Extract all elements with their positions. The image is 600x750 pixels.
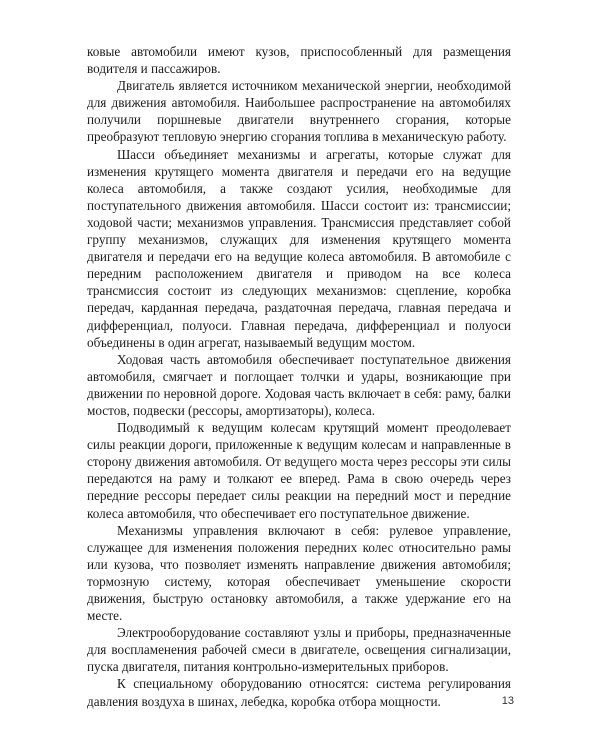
paragraph-control-mechanisms: Механизмы управления включают в себя: рулевое управление, служащее для изменения положения передних колес относительно рамы или кузова, что позволяет изменять направление движения автомобиля; тормозную систему, которая обеспечивает уменьшение скорости движения, быструю остановку автомобиля, а также удержание его на месте. <box>87 522 511 624</box>
body-text <box>87 43 511 710</box>
paragraph-chassis: Шасси объединяет механизмы и агрегаты, которые служат для изменения крутящего момента двигателя и передачи его на ведущие колеса автомобиля, а также создают усилия, необходимые для поступательного движения автомобиля. Шасси состоит из: трансмиссии; ходовой части; механизмов управления. Трансмиссия представляет собой группу механизмов, служащих для изменения крутящего момента двигателя и передачи его на ведущие колеса автомобиля. В автомобиле с передним расположением двигателя и приводом на все колеса трансмиссия состоит из следующих механизмов: сцепление, коробка передач, карданная передача, раздаточная передача, главная передача и дифференциал, полуоси. Главная передача, дифференциал и полуоси объединены в один агрегат, называемый ведущим мостом. <box>87 146 511 350</box>
paragraph-torque: Подводимый к ведущим колесам крутящий момент преодолевает силы реакции дороги, приложенные к ведущим колесам и направленные в сторону движения автомобиля. От ведущего моста через рессоры эти силы передаются на раму и толкают ее вперед. Рама в свою очередь через передние рессоры передает силы реакции на передний мост и передние колеса автомобиля, что обеспечивает его поступательное движение. <box>87 420 511 521</box>
paragraph-special-equipment: К специальному оборудованию относятся: система регулирования давления воздуха в шинах, лебедка, коробка отбора мощности. <box>87 676 511 709</box>
paragraph-running-gear: Ходовая часть автомобиля обеспечивает поступательное движения автомобиля, смягчает и поглощает толчки и удары, возникающие при движении по неровной дороге. Ходовая часть включает в себя: раму, балки мостов, подвески (рессоры, амортизаторы), колеса. <box>87 351 511 418</box>
paragraph-electrical: Электрооборудование составляют узлы и приборы, предназначенные для воспламенения рабочей смеси в двигателе, освещения сигнализации, пуска двигателя, питания контрольно-измерительных приборов. <box>87 625 511 675</box>
paragraph-engine: Двигатель является источником механической энергии, необходимой для движения автомобиля. Наибольшее распространение на автомобилях получили поршневые двигатели внутреннего сгорания, которые преобразуют тепловую энергию сгорания топлива в механическую работу. <box>87 78 511 145</box>
page-number: 13 <box>501 695 514 707</box>
paragraph-continuation: ковые автомобили имеют кузов, приспособленный для размещения водителя и пассажиров. <box>87 44 511 77</box>
